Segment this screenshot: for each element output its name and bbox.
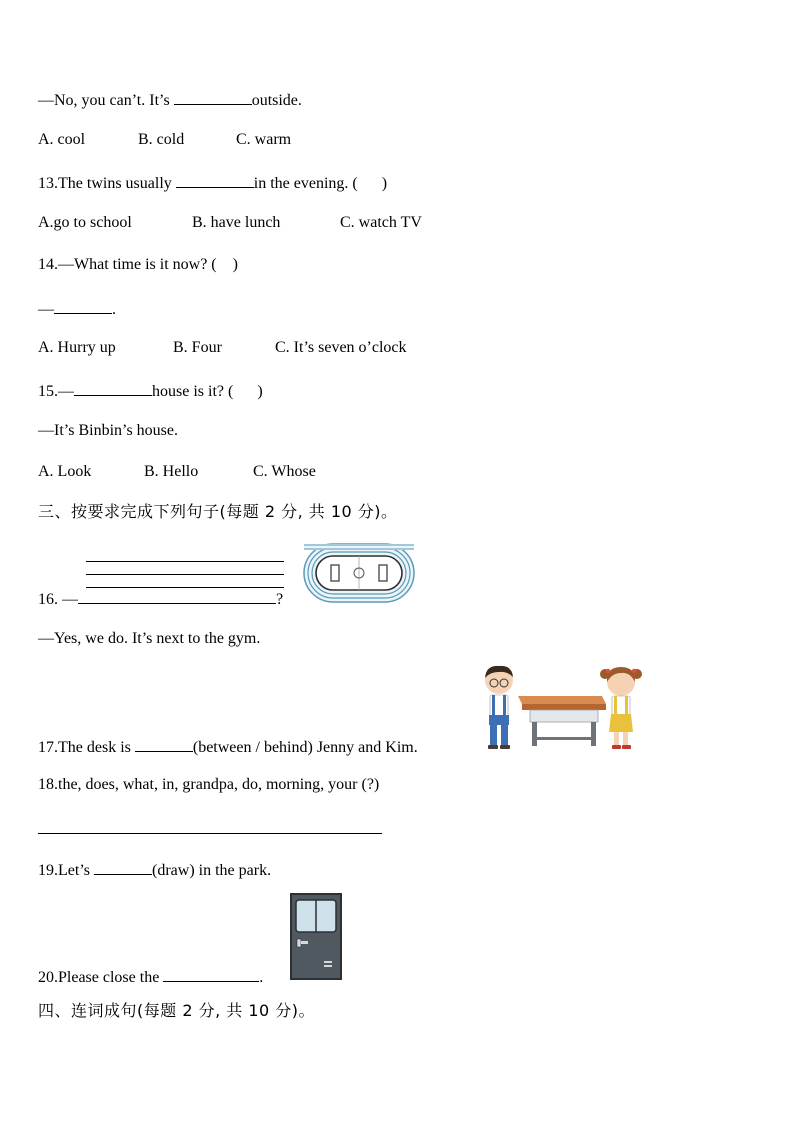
q13-question bbox=[38, 171, 387, 194]
q15-suffix: house is it? ( ) bbox=[152, 383, 263, 400]
q12-options bbox=[38, 130, 291, 150]
q16-writing-line[interactable] bbox=[86, 587, 284, 588]
q15-blank[interactable] bbox=[74, 379, 152, 396]
q13-prefix: 13.The twins usually bbox=[38, 175, 176, 192]
q16-answer: —Yes, we do. It’s next to the gym. bbox=[38, 630, 261, 647]
running-track-picture bbox=[302, 542, 416, 604]
q14-period: . bbox=[112, 301, 116, 318]
q13-option-c[interactable]: C. watch TV bbox=[340, 214, 422, 231]
q17-question bbox=[38, 735, 418, 758]
q14-answer-line bbox=[38, 297, 116, 320]
q12-blank[interactable] bbox=[174, 88, 252, 105]
q15-option-a[interactable]: A. Look bbox=[38, 463, 92, 480]
q20-question bbox=[38, 965, 263, 988]
q14-options bbox=[38, 338, 407, 358]
q13-blank[interactable] bbox=[176, 171, 254, 188]
q16-question bbox=[38, 590, 283, 610]
q12-prefix: —No, you can’t. It’s bbox=[38, 92, 174, 109]
section-4-heading: 四、连词成句(每题 2 分, 共 10 分)。 bbox=[38, 1001, 316, 1020]
q15-question bbox=[38, 379, 263, 402]
q12-answer-line bbox=[38, 88, 302, 111]
q14-dash: — bbox=[38, 301, 54, 318]
q19-question bbox=[38, 858, 271, 881]
q15-prefix: 15.— bbox=[38, 383, 74, 400]
q15-option-b[interactable]: B. Hello bbox=[144, 463, 199, 480]
q19-suffix: (draw) in the park. bbox=[152, 862, 272, 879]
q13-option-a[interactable]: A.go to school bbox=[38, 214, 132, 231]
q19-prefix: 19.Let’s bbox=[38, 862, 94, 879]
q20-suffix: . bbox=[259, 969, 264, 986]
q14-option-a[interactable]: A. Hurry up bbox=[38, 339, 116, 356]
q13-options bbox=[38, 213, 422, 233]
q20-blank[interactable] bbox=[163, 965, 259, 982]
q18-answer-line[interactable] bbox=[38, 833, 382, 834]
q12-option-b[interactable]: B. cold bbox=[138, 131, 185, 148]
q16-blank[interactable] bbox=[78, 593, 276, 604]
q15-answer: —It’s Binbin’s house. bbox=[38, 422, 179, 439]
q14-option-b[interactable]: B. Four bbox=[173, 339, 222, 356]
q17-prefix: 17.The desk is bbox=[38, 739, 135, 756]
q17-blank[interactable] bbox=[135, 735, 193, 752]
q14-blank[interactable] bbox=[54, 297, 112, 314]
q12-option-c[interactable]: C. warm bbox=[236, 131, 292, 148]
q12-option-a[interactable]: A. cool bbox=[38, 131, 86, 148]
q20-prefix: 20.Please close the bbox=[38, 969, 164, 986]
q15-option-c[interactable]: C. Whose bbox=[253, 463, 316, 480]
door-picture bbox=[290, 893, 342, 980]
section-3-heading: 三、按要求完成下列句子(每题 2 分, 共 10 分)。 bbox=[38, 502, 398, 521]
q14-option-c[interactable]: C. It’s seven o’clock bbox=[275, 339, 407, 356]
q16-writing-line[interactable] bbox=[86, 561, 284, 562]
q13-answer-paren[interactable]: ( ) bbox=[352, 175, 388, 192]
q16-suffix: ? bbox=[276, 591, 284, 608]
q16-prefix: 16. — bbox=[38, 591, 78, 608]
q19-blank[interactable] bbox=[94, 858, 152, 875]
q17-suffix: (between / behind) Jenny and Kim. bbox=[192, 739, 418, 756]
q15-options bbox=[38, 462, 316, 482]
q13-suffix: in the evening. bbox=[253, 175, 349, 192]
q14-question: 14.—What time is it now? ( ) bbox=[38, 256, 238, 273]
q18-question: 18.the, does, what, in, grandpa, do, morning, your (?) bbox=[38, 776, 380, 793]
q12-suffix: outside. bbox=[251, 92, 302, 109]
q13-option-b[interactable]: B. have lunch bbox=[192, 214, 281, 231]
kids-and-desk-picture bbox=[474, 662, 650, 752]
q16-writing-line[interactable] bbox=[86, 574, 284, 575]
